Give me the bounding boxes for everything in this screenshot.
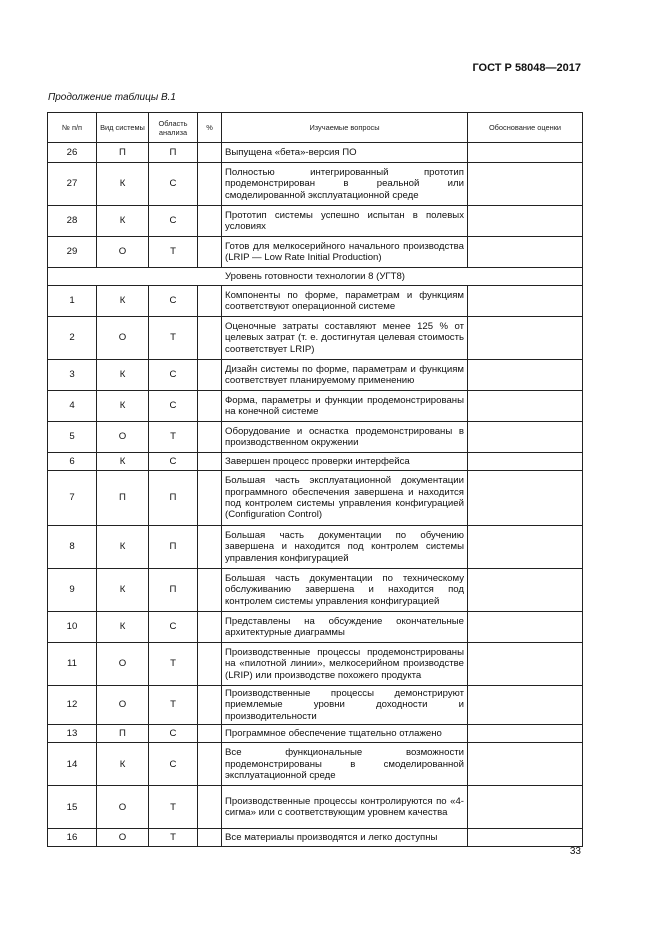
table-header-row: [48, 113, 583, 143]
cell-justification: [468, 743, 583, 786]
table-row: [48, 143, 583, 163]
cell-percent: [198, 569, 222, 612]
cell-justification: [468, 526, 583, 569]
cell-analysis-area: С: [149, 725, 198, 743]
cell-number: 3: [48, 360, 97, 391]
cell-percent: [198, 453, 222, 471]
cell-system-kind: К: [97, 206, 149, 237]
cell-question: Большая часть документации по техническому обслуживанию завершена и находится под контролем системы управления конфигурацией: [222, 569, 468, 612]
cell-analysis-area: П: [149, 526, 198, 569]
cell-justification: [468, 471, 583, 526]
cell-justification: [468, 725, 583, 743]
cell-question: Оценочные затраты составляют менее 125 % от целевых затрат (т. е. достигнутая целевая стоимость соответствует LRIP): [222, 317, 468, 360]
cell-number: 11: [48, 643, 97, 686]
cell-percent: [198, 686, 222, 725]
cell-question: Дизайн системы по форме, параметрам и функциям соответствует планируемому применению: [222, 360, 468, 391]
table-row: [48, 786, 583, 829]
cell-justification: [468, 163, 583, 206]
cell-number: 26: [48, 143, 97, 163]
cell-question: Производственные процессы продемонстрированы на «пилотной линии», мелкосерийном производстве (LRIP) или производстве похожего продукта: [222, 643, 468, 686]
col-header-justification: Обоснование оценки: [468, 113, 583, 143]
col-header-analysis-area: Область анализа: [149, 113, 198, 143]
col-header-system-kind: Вид системы: [97, 113, 149, 143]
cell-analysis-area: С: [149, 286, 198, 317]
cell-percent: [198, 612, 222, 643]
table-row: [48, 286, 583, 317]
cell-number: 7: [48, 471, 97, 526]
cell-question: Прототип системы успешно испытан в полевых условиях: [222, 206, 468, 237]
cell-system-kind: О: [97, 686, 149, 725]
cell-justification: [468, 206, 583, 237]
cell-number: 1: [48, 286, 97, 317]
cell-number: 29: [48, 237, 97, 268]
cell-question: Большая часть документации по обучению завершена и находится под контролем системы управления конфигурацией: [222, 526, 468, 569]
table-caption: Продолжение таблицы В.1: [48, 92, 176, 103]
table-row: [48, 526, 583, 569]
cell-analysis-area: Т: [149, 829, 198, 847]
cell-system-kind: О: [97, 237, 149, 268]
table-row: [48, 643, 583, 686]
cell-number: 5: [48, 422, 97, 453]
cell-percent: [198, 786, 222, 829]
cell-system-kind: К: [97, 391, 149, 422]
cell-analysis-area: С: [149, 391, 198, 422]
cell-system-kind: К: [97, 612, 149, 643]
cell-justification: [468, 360, 583, 391]
cell-justification: [468, 786, 583, 829]
cell-question: Все материалы производятся и легко доступны: [222, 829, 468, 847]
col-header-percent: %: [198, 113, 222, 143]
cell-analysis-area: Т: [149, 317, 198, 360]
cell-justification: [468, 422, 583, 453]
cell-number: 14: [48, 743, 97, 786]
cell-analysis-area: С: [149, 163, 198, 206]
table-row: [48, 422, 583, 453]
cell-analysis-area: Т: [149, 643, 198, 686]
table-row: [48, 317, 583, 360]
cell-number: 8: [48, 526, 97, 569]
table-row: [48, 743, 583, 786]
cell-system-kind: П: [97, 143, 149, 163]
cell-question: Производственные процессы контролируются по «4-сигма» или с соответствующим уровнем качества: [222, 786, 468, 829]
cell-percent: [198, 286, 222, 317]
cell-number: 4: [48, 391, 97, 422]
cell-system-kind: К: [97, 526, 149, 569]
cell-analysis-area: П: [149, 569, 198, 612]
cell-question: Форма, параметры и функции продемонстрированы на конечной системе: [222, 391, 468, 422]
cell-system-kind: О: [97, 317, 149, 360]
cell-number: 9: [48, 569, 97, 612]
cell-justification: [468, 686, 583, 725]
cell-system-kind: О: [97, 643, 149, 686]
table-row: [48, 829, 583, 847]
cell-analysis-area: Т: [149, 786, 198, 829]
page-number: 33: [569, 846, 581, 857]
cell-question: Готов для мелкосерийного начального производства (LRIP — Low Rate Initial Production): [222, 237, 468, 268]
cell-question: Оборудование и оснастка продемонстрированы в производственном окружении: [222, 422, 468, 453]
cell-number: 16: [48, 829, 97, 847]
section-title: Уровень готовности технологии 8 (УГТ8): [48, 268, 583, 286]
cell-system-kind: О: [97, 829, 149, 847]
cell-analysis-area: С: [149, 453, 198, 471]
cell-number: 13: [48, 725, 97, 743]
table-row: [48, 471, 583, 526]
cell-percent: [198, 163, 222, 206]
cell-system-kind: О: [97, 786, 149, 829]
cell-justification: [468, 612, 583, 643]
table-body: [48, 143, 583, 847]
cell-system-kind: К: [97, 163, 149, 206]
cell-number: 6: [48, 453, 97, 471]
cell-justification: [468, 829, 583, 847]
table-row: [48, 569, 583, 612]
cell-percent: [198, 143, 222, 163]
cell-justification: [468, 453, 583, 471]
cell-justification: [468, 237, 583, 268]
cell-question: Производственные процессы демонстрируют приемлемые уровни доходности и производительности: [222, 686, 468, 725]
cell-percent: [198, 391, 222, 422]
cell-percent: [198, 237, 222, 268]
table-row: [48, 686, 583, 725]
cell-analysis-area: С: [149, 206, 198, 237]
table-row: [48, 360, 583, 391]
cell-question: Завершен процесс проверки интерфейса: [222, 453, 468, 471]
cell-analysis-area: П: [149, 471, 198, 526]
cell-question: Все функциональные возможности продемонстрированы в смоделированной эксплуатационной среде: [222, 743, 468, 786]
table-row: [48, 391, 583, 422]
cell-system-kind: К: [97, 743, 149, 786]
cell-analysis-area: С: [149, 360, 198, 391]
cell-question: Компоненты по форме, параметрам и функциям соответствуют операционной системе: [222, 286, 468, 317]
cell-system-kind: К: [97, 453, 149, 471]
cell-analysis-area: Т: [149, 237, 198, 268]
cell-justification: [468, 286, 583, 317]
cell-percent: [198, 422, 222, 453]
col-header-number: № п/п: [48, 113, 97, 143]
cell-number: 10: [48, 612, 97, 643]
cell-question: Выпущена «бета»-версия ПО: [222, 143, 468, 163]
cell-percent: [198, 206, 222, 237]
cell-percent: [198, 317, 222, 360]
cell-justification: [468, 643, 583, 686]
cell-analysis-area: Т: [149, 422, 198, 453]
cell-percent: [198, 829, 222, 847]
cell-justification: [468, 317, 583, 360]
col-header-questions: Изучаемые вопросы: [222, 113, 468, 143]
cell-number: 28: [48, 206, 97, 237]
cell-number: 2: [48, 317, 97, 360]
table-row: [48, 612, 583, 643]
cell-question: Полностью интегрированный прототип продемонстрирован в реальной или смоделированной эксплуатационной среде: [222, 163, 468, 206]
section-row: [48, 268, 583, 286]
document-code: ГОСТ Р 58048—2017: [472, 62, 581, 74]
cell-question: Большая часть эксплуатационной документации программного обеспечения завершена и находится под контролем системы управления конфигурацией (Configuration Control): [222, 471, 468, 526]
cell-percent: [198, 471, 222, 526]
table-row: [48, 237, 583, 268]
cell-number: 27: [48, 163, 97, 206]
table-row: [48, 453, 583, 471]
table-row: [48, 206, 583, 237]
cell-system-kind: О: [97, 422, 149, 453]
cell-question: Программное обеспечение тщательно отлажено: [222, 725, 468, 743]
cell-system-kind: К: [97, 360, 149, 391]
cell-system-kind: П: [97, 471, 149, 526]
cell-percent: [198, 526, 222, 569]
cell-system-kind: К: [97, 569, 149, 612]
cell-justification: [468, 391, 583, 422]
cell-percent: [198, 643, 222, 686]
table-row: [48, 163, 583, 206]
cell-analysis-area: С: [149, 743, 198, 786]
cell-number: 15: [48, 786, 97, 829]
assessment-table: [47, 112, 583, 847]
cell-justification: [468, 143, 583, 163]
cell-justification: [468, 569, 583, 612]
cell-number: 12: [48, 686, 97, 725]
cell-percent: [198, 360, 222, 391]
cell-percent: [198, 725, 222, 743]
cell-system-kind: К: [97, 286, 149, 317]
cell-question: Представлены на обсуждение окончательные архитектурные диаграммы: [222, 612, 468, 643]
cell-system-kind: П: [97, 725, 149, 743]
cell-analysis-area: Т: [149, 686, 198, 725]
table-row: [48, 725, 583, 743]
cell-analysis-area: С: [149, 612, 198, 643]
cell-percent: [198, 743, 222, 786]
cell-analysis-area: П: [149, 143, 198, 163]
